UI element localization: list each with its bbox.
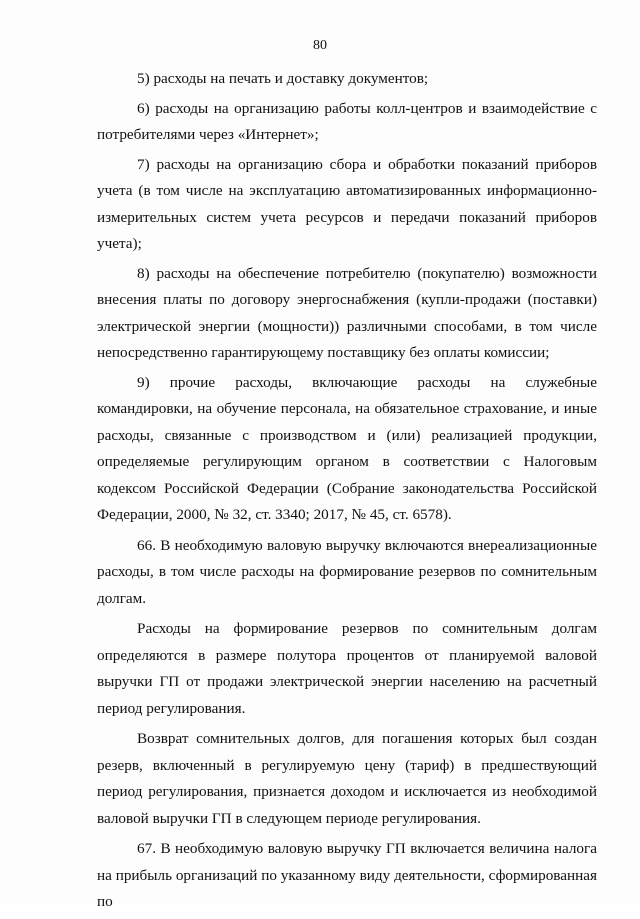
paragraph-item-9: 9) прочие расходы, включающие расходы на служебные командировки, на обучение персонала, на обязательное страхование, и иные расходы, связанные с производством и (или) реализацией продукции, определяемые регулирующим органом в соответствии с Налоговым кодексом Российской Федерации (Собрание законодательства Российской Федерации, 2000, № 32, ст. 3340; 2017, № 45, ст. 6578). bbox=[97, 373, 597, 523]
document-body bbox=[97, 66, 597, 919]
page-number: 80 bbox=[313, 38, 327, 53]
paragraph-clause-67: 67. В необходимую валовую выручку ГП включается величина налога на прибыль организаций по указанному виду деятельности, сформированная по bbox=[97, 840, 597, 910]
paragraph-item-5: 5) расходы на печать и доставку документов; bbox=[137, 70, 429, 87]
paragraph-item-8: 8) расходы на обеспечение потребителю (покупателю) возможности внесения платы по договору энергоснабжения (купли-продажи (поставки) электрической энергии (мощности)) различными способами, в том числе непосредственно гарантирующему поставщику без оплаты комиссии; bbox=[97, 264, 597, 361]
paragraph-debt-return: Возврат сомнительных долгов, для погашения которых был создан резерв, включенный в регулируемую цену (тариф) в предшествующий период регулирования, признается доходом и исключается из необходимой валовой выручки ГП в следующем периоде регулирования. bbox=[97, 730, 597, 827]
paragraph-item-7: 7) расходы на организацию сбора и обработки показаний приборов учета (в том числе на эксплуатацию автоматизированных информационно-измерительных систем учета ресурсов и передачи показаний приборов учета); bbox=[97, 155, 597, 252]
paragraph-clause-66: 66. В необходимую валовую выручку включаются внереализационные расходы, в том числе расходы на формирование резервов по сомнительным долгам. bbox=[97, 536, 597, 607]
paragraph-reserves-definition: Расходы на формирование резервов по сомнительным долгам определяются в размере полутора процентов от планируемой валовой выручки ГП от продажи электрической энергии населению на расчетный период регулирования. bbox=[97, 620, 597, 717]
paragraph-item-6: 6) расходы на организацию работы колл-центров и взаимодействие с потребителями через «Интернет»; bbox=[97, 99, 597, 143]
